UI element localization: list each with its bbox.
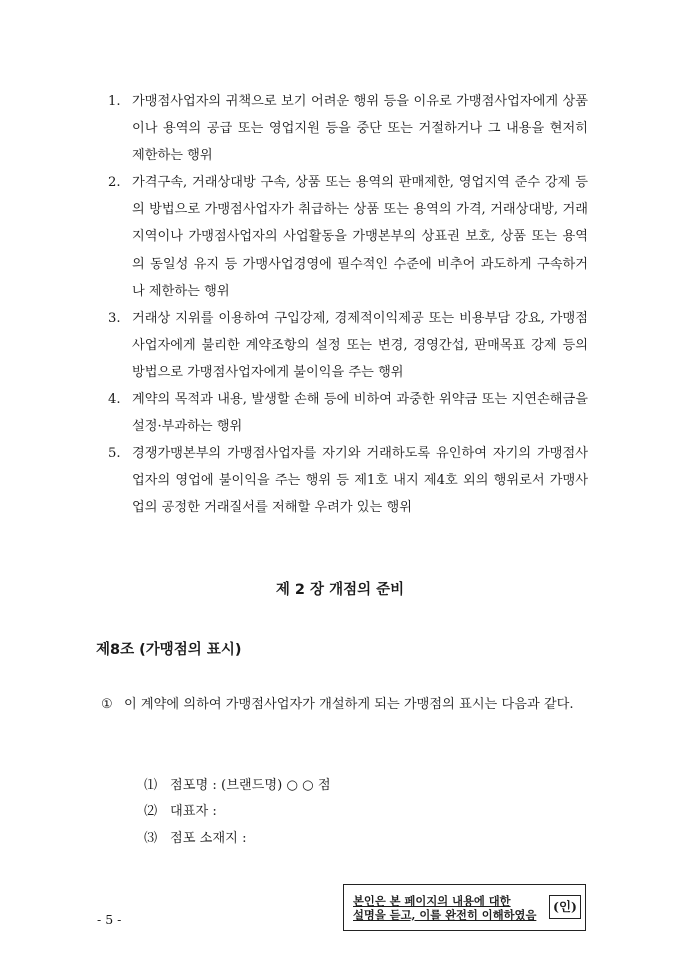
confirmation-text [344, 894, 547, 922]
list-item-text: 경쟁가맹본부의 가맹점사업자를 자기와 거래하도록 유인하여 자기의 가맹점사업자의 영업에 불이익을 주는 행위 등 제1호 내지 제4호 외의 행위로서 가맹사업의 공정한 거래질서를 저해할 우려가 있는 행위 [132, 446, 588, 516]
prohibited-acts-list [108, 88, 588, 522]
list-item [108, 305, 588, 386]
list-item [108, 440, 588, 521]
list-item-text: 가격구속, 거래상대방 구속, 상품 또는 용역의 판매제한, 영업지역 준수 강제 등의 방법으로 가맹점사업자가 취급하는 상품 또는 용역의 가격, 거래상대방, 거래지역이나 가맹점사업자의 사업활동을 가맹본부의 상표권 보호, 상품 또는 용역의 동일성 유지 등 가맹사업경영에 필수적인 수준에 비추어 과도하게 구속하거나 제한하는 행위 [132, 175, 588, 299]
confirmation-line-1: 본인은 본 페이지의 내용에 대한 [353, 893, 511, 908]
list-item-number: 2. [108, 175, 121, 191]
list-item-number: 3. [108, 310, 121, 326]
sub-item-text: 점포명 : (브랜드명) ○ ○ 점 [170, 778, 331, 793]
confirmation-line-2: 설명을 듣고, 이를 완전히 이해하였음 [353, 907, 537, 922]
sub-item-number: ⑶ [144, 831, 158, 846]
sub-item-text: 대표자 : [170, 804, 217, 819]
list-item-number: 4. [108, 392, 121, 408]
representative-item [144, 802, 564, 822]
article-paragraph [101, 690, 588, 720]
article-title: 제8조 (가맹점의 표시) [96, 642, 242, 658]
store-name-item [144, 776, 564, 796]
list-item-text: 계약의 목적과 내용, 발생할 손해 등에 비하여 과중한 위약금 또는 지연손해금을 설정·부과하는 행위 [132, 392, 588, 435]
list-item-text: 거래상 지위를 이용하여 구입강제, 경제적이익제공 또는 비용부담 강요, 가맹점사업자에게 불리한 계약조항의 설정 또는 변경, 경영간섭, 판매목표 강제 등의 방법으로 가맹점사업자에게 불이익을 주는 행위 [132, 310, 588, 380]
seal-box: (인) [549, 895, 581, 919]
list-item-number: 1. [108, 94, 121, 109]
list-item [108, 88, 588, 169]
confirmation-box [343, 884, 586, 931]
list-item [108, 386, 588, 440]
sub-item-number: ⑵ [144, 804, 158, 819]
page-number: - 5 - [97, 912, 122, 927]
sub-item-number: ⑴ [144, 778, 158, 793]
paragraph-number: ① [101, 697, 113, 712]
paragraph-text: 이 계약에 의하여 가맹점사업자가 개설하게 되는 가맹점의 표시는 다음과 같다. [124, 697, 574, 712]
sub-item-text: 점포 소재지 : [170, 831, 247, 846]
list-item-number: 5. [108, 446, 121, 462]
chapter-title: 제 2 장 개점의 준비 [275, 582, 405, 598]
list-item-text: 가맹점사업자의 귀책으로 보기 어려운 행위 등을 이유로 가맹점사업자에게 상품이나 용역의 공급 또는 영업지원 등을 중단 또는 거절하거나 그 내용을 현저히 제한하는 행위 [132, 94, 588, 164]
list-item [108, 169, 588, 304]
store-location-item [144, 829, 564, 849]
